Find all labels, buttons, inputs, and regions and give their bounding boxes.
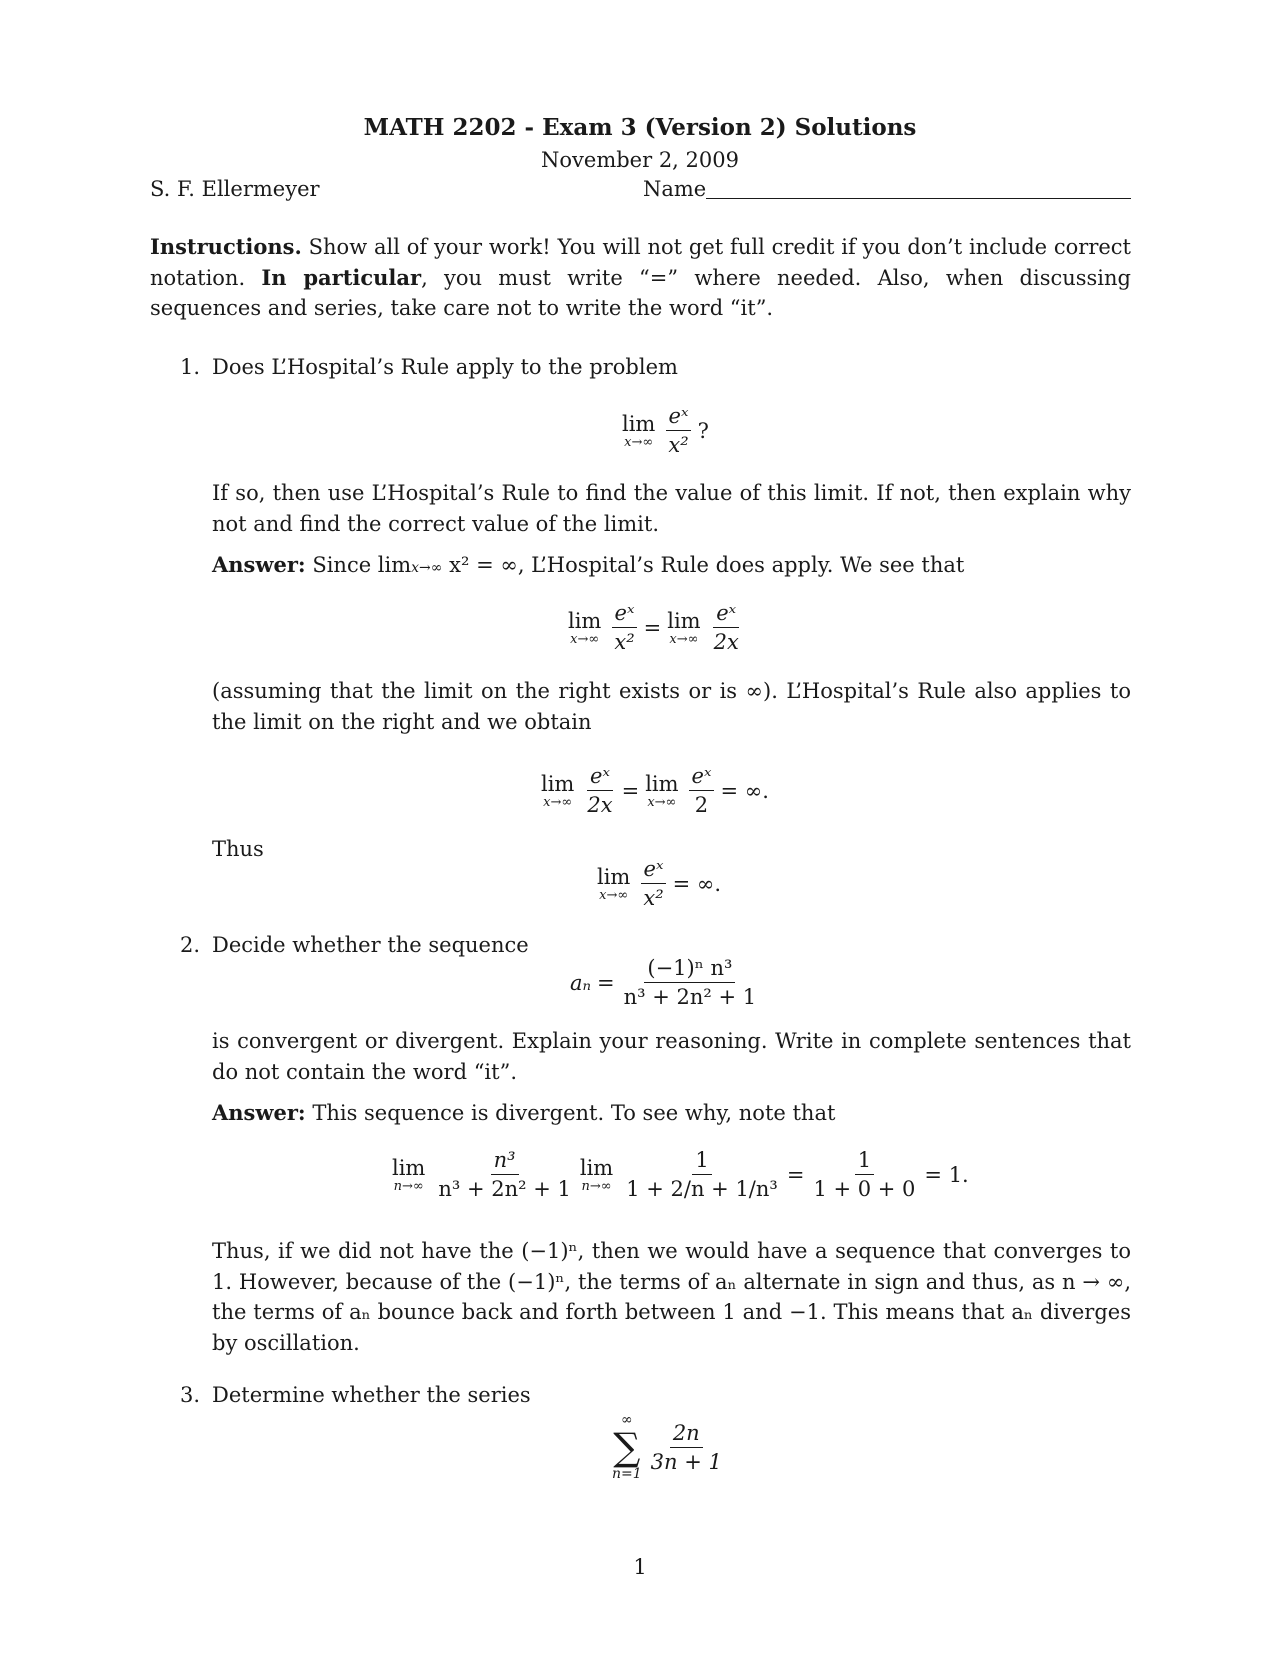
- limit-conclusion: lim x→∞ $\frac{\text{eˣ}}{\text{x²}}$ = ∞.: [597, 857, 722, 910]
- exam-date: November 2, 2009: [541, 148, 739, 172]
- problem-1-middle-text: (assuming that the limit on the right exists or is ∞). L’Hospital’s Rule also applies to the limit on the right and we obtain: [212, 679, 1131, 734]
- problem-3-number: 3.: [180, 1383, 201, 1407]
- instructions: [150, 232, 1131, 324]
- problem-2-conclusion: Thus, if we did not have the (−1)ⁿ, then we would have a sequence that converges to 1. However, because of the (−1)ⁿ, the terms of aₙ alternate in sign and thus, as n → ∞, the terms of aₙ bounce back and forth between 1 and −1. This means that aₙ diverges by oscillation.: [212, 1239, 1131, 1355]
- answer-label: Answer:: [212, 1100, 306, 1125]
- problem-2-followup: is convergent or divergent. Explain your reasoning. Write in complete sentences that do not contain the word “it”.: [212, 1029, 1131, 1084]
- instructions-emphasis: In particular: [261, 264, 422, 290]
- instructions-label: Instructions.: [150, 234, 302, 259]
- name-label: Name: [643, 177, 707, 201]
- instructions-text-a: Show all of your work! You will not get full credit if you don’t include correct notation.: [150, 235, 1131, 290]
- problem-2-number: 2.: [180, 933, 201, 957]
- problem-1-question: Does L’Hospital’s Rule apply to the problem: [212, 355, 678, 379]
- problem-2-answer: Answer: This sequence is divergent. To see why, note that: [212, 1100, 836, 1125]
- instructions-text-b: , you must write “=” where needed. Also, when discussing sequences and series, take care not to write the word “it”.: [150, 265, 1131, 320]
- limit-equation-1: lim x→∞ $\frac{\text{eˣ}}{\text{x²}}$ = lim x→∞ $\frac{\text{eˣ}}{2x}$: [568, 601, 739, 654]
- sequence-limit-equation: lim n→∞ $\frac{\text{n³}}{\text{n³ + 2n² + 1}}$ lim n→∞ $\frac{1}{\text{1 + 2/n + 1/n³}}$ = $\frac{1}{1 + 0 + 0}$ = 1.: [392, 1148, 969, 1201]
- sequence-definition: aₙ = $\frac{\text{(−1)ⁿ n³}}{\text{n³ + 2n² + 1}}$: [570, 956, 757, 1009]
- author: S. F. Ellermeyer: [150, 177, 320, 201]
- page-number: 1: [633, 1555, 647, 1579]
- problem-1-answer: Answer: Since limx→∞ x² = ∞, L’Hospital’s Rule does apply. We see that: [212, 552, 965, 577]
- problem-3-question: Determine whether the series: [212, 1383, 531, 1407]
- problem-2-question: Decide whether the sequence: [212, 933, 529, 957]
- page-title: MATH 2202 - Exam 3 (Version 2) Solutions: [363, 114, 917, 141]
- limit-ex-over-x2: lim x→∞ $\frac{\text{eˣ}}{\text{x²}}$ ?: [622, 404, 709, 457]
- sum-symbol: ∑: [613, 1425, 641, 1469]
- series-definition: ∞ ∑ n=1 $\frac{2n}{3n + 1}$: [612, 1412, 722, 1482]
- limit-equation-2: lim x→∞ $\frac{\text{eˣ}}{2x}$ = lim x→∞ $\frac{\text{eˣ}}{2}$ = ∞.: [541, 764, 769, 817]
- name-field[interactable]: [706, 198, 1131, 199]
- problem-1-followup: If so, then use L’Hospital’s Rule to find the value of this limit. If not, then explain why not and find the correct value of the limit.: [212, 481, 1131, 536]
- problem-1-number: 1.: [180, 355, 201, 379]
- answer-label: Answer:: [212, 552, 306, 577]
- problem-1-thus: Thus: [212, 837, 264, 861]
